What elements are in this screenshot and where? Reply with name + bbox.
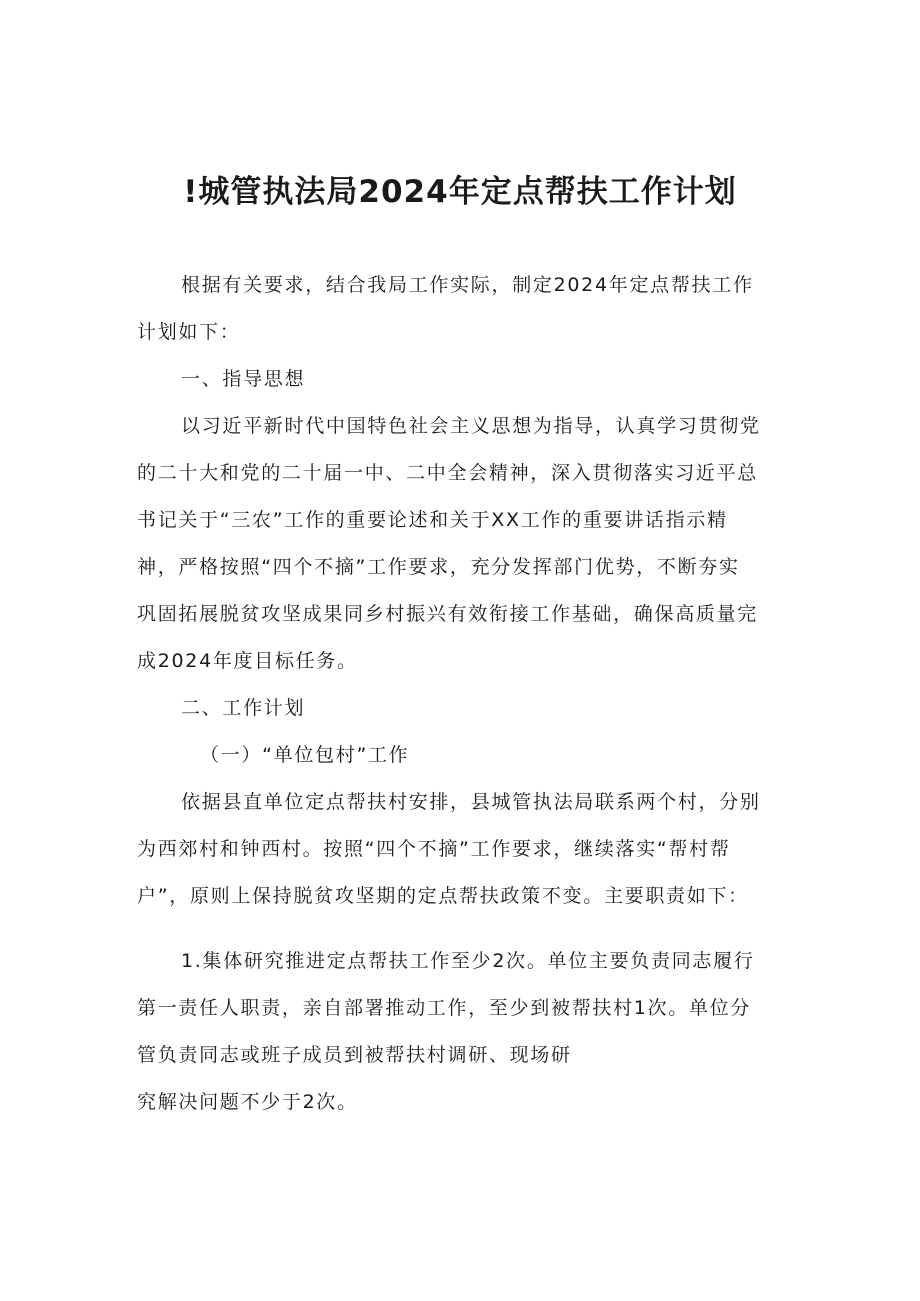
guiding-ideology-paragraph [137,403,787,685]
body-line: 管负责同志或班子成员到被帮扶村调研、现场研 [137,1044,572,1066]
body-line: 巩固拓展脱贫攻坚成果同乡村振兴有效衔接工作基础，确保高质量完 [137,603,759,625]
intro-line: 根据有关要求，结合我局工作实际，制定2024年定点帮扶工作 [181,274,754,296]
body-line: 究解决问题不少于2次。 [137,1091,358,1113]
body-line: 依据县直单位定点帮扶村安排，县城管执法局联系两个村，分别 [181,791,761,813]
intro-line: 计划如下： [137,321,241,343]
body-line: 成2024年度目标任务。 [137,650,358,672]
item1-paragraph [137,938,787,1079]
item1-tail-paragraph [137,1079,787,1126]
body-line: 第一责任人职责，亲自部署推动工作，至少到被帮扶村1次。单位分 [137,997,752,1019]
body-line: 为西郊村和钟西村。按照“四个不摘”工作要求，继续落实“帮村帮 [137,838,731,860]
body-line: 神，严格按照“四个不摘”工作要求，充分发挥部门优势，不断夯实 [137,556,740,578]
subsection-heading [137,732,787,779]
subsection1-heading: （一）“单位包村”工作 [200,744,410,766]
section2-heading: 二、工作计划 [181,697,306,719]
body-line: 1.集体研究推进定点帮扶工作至少2次。单位主要负责同志履行 [181,950,755,972]
section1-heading: 一、指导思想 [181,368,306,390]
intro-paragraph [137,262,787,356]
section-heading [137,685,787,732]
unit-village-paragraph [137,779,787,920]
body-line: 户”，原则上保持脱贫攻坚期的定点帮扶政策不变。主要职责如下： [137,885,749,907]
section-heading [137,356,787,403]
document-title: !城管执法局2024年定点帮扶工作计划 [183,174,737,210]
body-line: 以习近平新时代中国特色社会主义思想为指导，认真学习贯彻党 [181,415,761,437]
body-line: 书记关于“三农”工作的重要论述和关于XX工作的重要讲话指示精 [137,509,728,531]
body-line: 的二十大和党的二十届一中、二中全会精神，深入贯彻落实习近平总 [137,462,759,484]
